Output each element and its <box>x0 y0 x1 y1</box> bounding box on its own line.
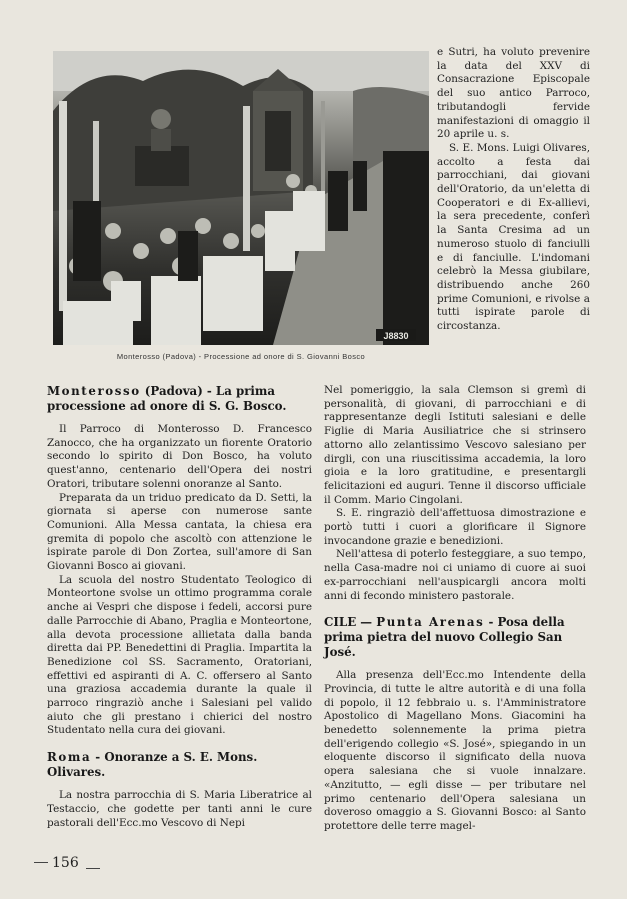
paragraph: S. E. Mons. Luigi Olivares, accolto a festa dai parrocchiani, dai giovani dell'Oratorio, da un'eletta di Cooperatori e di Ex-allievi, la sera precedente, conferì la Santa Cresima ad un numeroso stuolo di fanciulli e di fanciulle. L'indomani celebrò la Messa giubilare, distribuendo anche 260 prime Comunioni, e rivolse a tutti ispirate parole di circostanza. <box>437 141 590 333</box>
paragraph: La scuola del nostro Studentato Teologico di Monteortone svolse un ottimo programma corale anche ai Vespri che dispose i fedeli, accorsi pure dalle Parrocchie di Abano, Praglia e Monteortone, alla devota processione allietata dalla banda diretta dai PP. Benedettini di Praglia. Impartita la Benedizione col SS. Sacramento, Oratoriani, effettivi ed aspiranti di A. C. offersero al Santo una graziosa accademia durante la quale il parroco ringraziò anche i Salesiani pel valido aiuto che gli prestano i chierici del nostro Studentato nella cura dei giovani. <box>47 573 312 737</box>
article-heading: CILE — Punta Arenas - Posa della prima pietra del nuovo Collegio San José. <box>324 615 565 660</box>
heading-text: - Onoranze a S. E. Mons. Olivares. <box>47 750 258 780</box>
paragraph: e Sutri, ha voluto prevenire la data del XXV di Consacrazione Episcopale del suo antico Parroco, tributandogli fervide manifestazioni di omaggio il 20 aprile u. s. <box>437 46 590 141</box>
paragraph: Preparata da un triduo predicato da D. Setti, la giornata si aperse con numerose sante Comunioni. Alla Messa cantata, la chiesa era gremita di popolo che ascoltò con attenzione le ispirate parole di Don Zortea, sull'amore di San Giovanni Bosco ai giovani. <box>47 491 312 573</box>
heading-place: Punta Arenas <box>376 615 485 630</box>
heading-place: Monterosso <box>47 384 141 398</box>
right-top-column <box>437 46 590 334</box>
heading-text: (Padova) - La prima processione ad onore di S. G. Bosco. <box>47 384 287 413</box>
photo-caption: Monterosso (Padova) - Processione ad onore di S. Giovanni Bosco <box>116 352 366 361</box>
paragraph: Nell'attesa di poterlo festeggiare, a suo tempo, nella Casa-madre noi ci uniamo di cuore ai suoi ex-parrocchiani nell'auspicargli ancora molti anni di fecondo ministero pastorale. <box>324 548 586 602</box>
article-heading <box>47 750 312 780</box>
article-heading <box>47 384 312 414</box>
page-number-dash <box>86 868 100 869</box>
heading-country: CILE <box>324 615 357 630</box>
heading-text: - Posa della prima pietra del nuovo Collegio San José. <box>324 615 565 660</box>
page-number: 156 <box>52 855 79 871</box>
paragraph: La nostra parrocchia di S. Maria Liberatrice al Testaccio, che godette per tanti anni le cure pastorali dell'Ecc.mo Vescovo di Nepi <box>47 789 312 829</box>
heading-place: Roma <box>47 750 92 765</box>
paragraph: S. E. ringraziò dell'affettuosa dimostrazione e portò tutti i cuori a glorificare il Signore invocandone grazie e benedizioni. <box>324 507 586 547</box>
photo-stamp: J8830 <box>383 331 409 341</box>
right-bottom-column <box>324 384 586 834</box>
paragraph: Alla presenza dell'Ecc.mo Intendente della Provincia, di tutte le altre autorità e di una folla di popolo, il 12 febbraio u. s. l'Amministratore Apostolico di Magellano Mons. Giacomini ha benedetto solennemente la prima pietra dell'erigendo collegio «S. José», spiegando in un eloquente discorso il significato della nuova opera salesiana che si vuole innalzare. «Anzitutto, — egli disse — per tributare nel primo centenario dell'Opera salesiana un doveroso omaggio a S. Giovanni Bosco: al Santo protettore delle terre magel- <box>324 669 586 832</box>
paragraph: Nel pomeriggio, la sala Clemson si gremì di personalità, di giovani, di parrocchiani e di rappresentanze degli Istituti salesiani e delle Figlie di Maria Ausiliatrice che si strinsero attorno allo zelantissimo Vescovo salesiano per dirgli, con una riuscitissima accademia, la loro gioia e la loro gratitudine, e presentargli felicitazioni ed auguri. Tenne il discorso ufficiale il Comm. Mario Cingolani. <box>324 384 586 506</box>
left-column <box>47 384 312 830</box>
page-number-dash <box>34 862 48 863</box>
procession-photo <box>53 51 429 345</box>
paragraph: Il Parroco di Monterosso D. Francesco Zanocco, che ha organizzato un fiorente Oratorio secondo lo spirito di Don Bosco, ha voluto quest'anno, centenario dell'Opera dei nostri Oratori, tributare solenni onoranze al Santo. <box>47 423 312 490</box>
